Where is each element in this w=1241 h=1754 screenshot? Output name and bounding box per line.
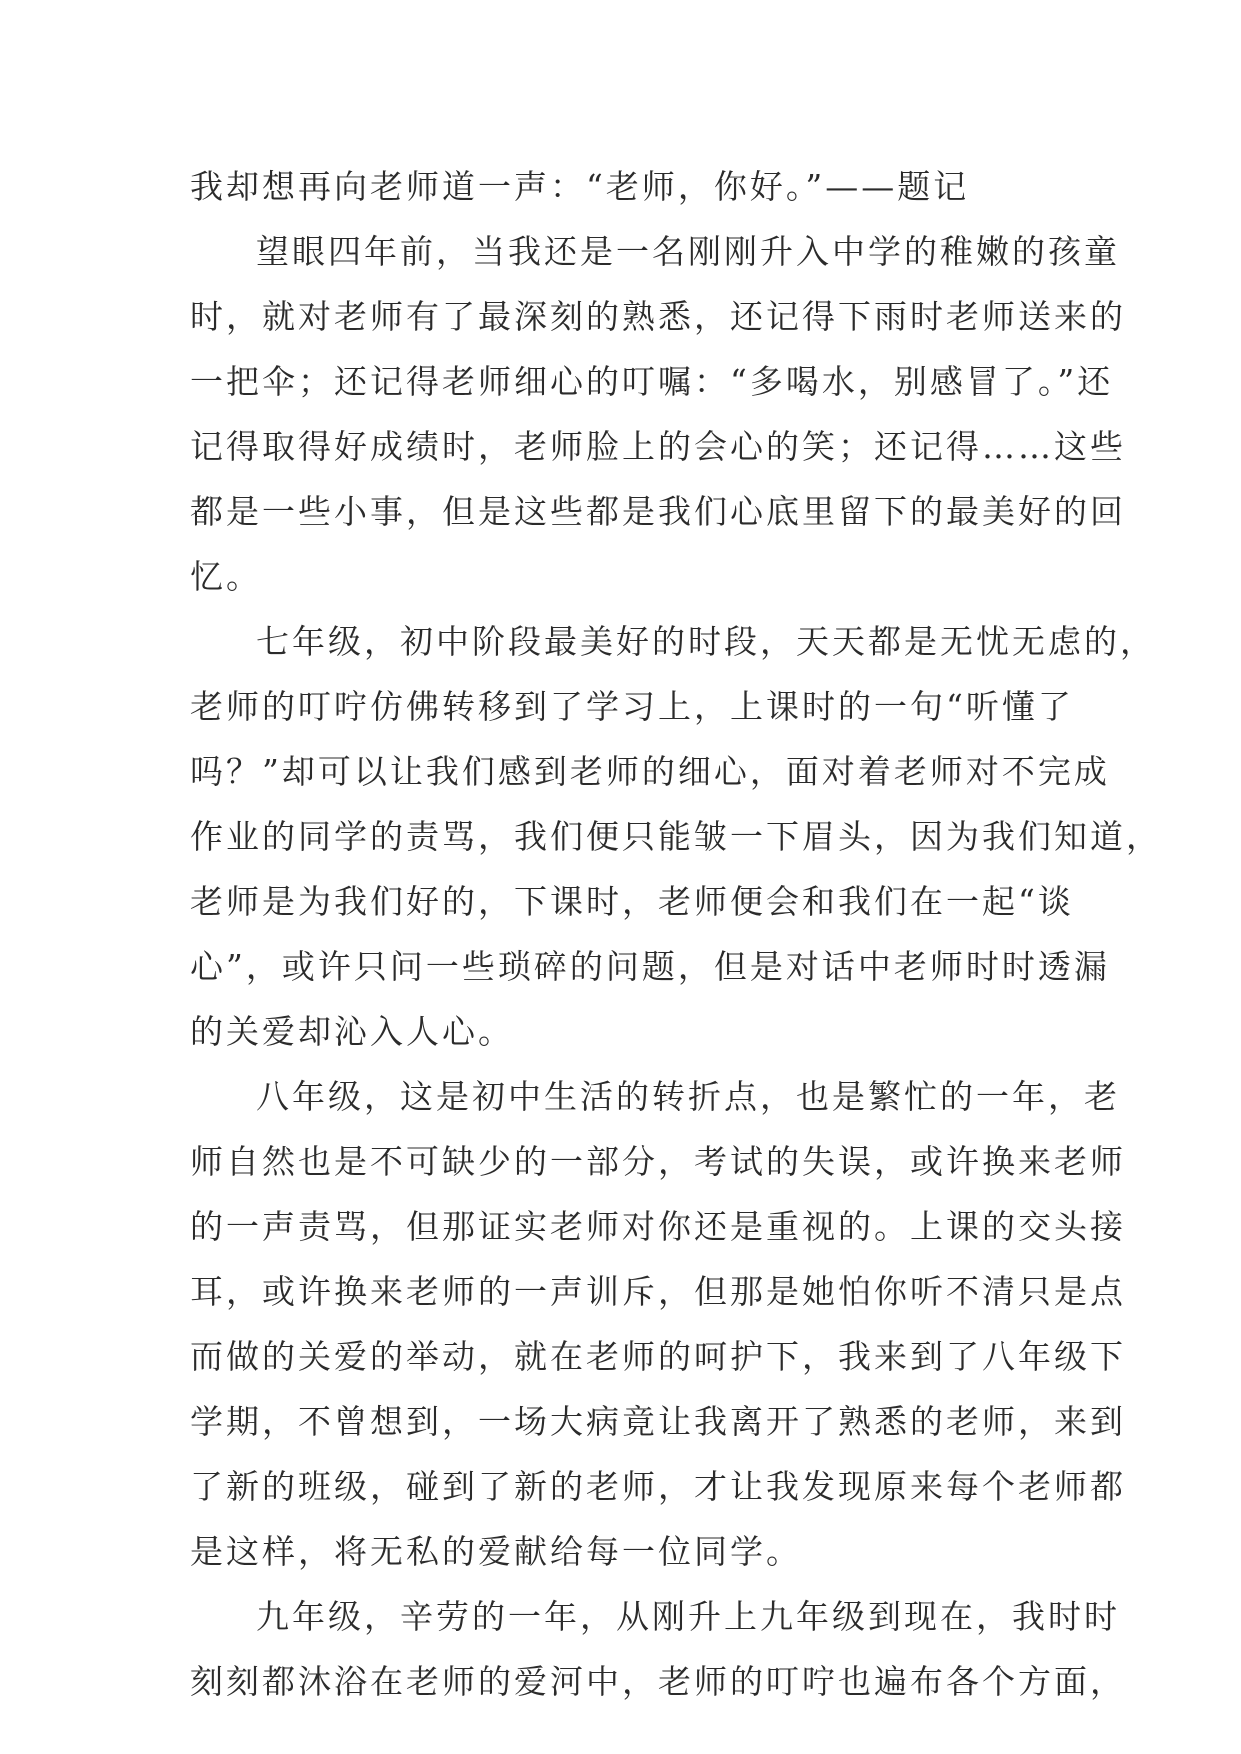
essay-line: 而做的关爱的举动，就在老师的呵护下，我来到了八年级下 xyxy=(190,1337,1126,1376)
essay-line: 的关爱却沁入人心。 xyxy=(190,1012,514,1051)
essay-line: 忆。 xyxy=(190,557,262,596)
essay-line: 记得取得好成绩时，老师脸上的会心的笑；还记得……这些 xyxy=(190,427,1126,466)
essay-line: 八年级，这是初中生活的转折点，也是繁忙的一年，老 xyxy=(256,1077,1120,1116)
essay-line: 是这样，将无私的爱献给每一位同学。 xyxy=(190,1532,802,1571)
essay-line: 学期，不曾想到，一场大病竟让我离开了熟悉的老师，来到 xyxy=(190,1402,1126,1441)
essay-line: 老师是为我们好的，下课时，老师便会和我们在一起“谈 xyxy=(190,882,1074,921)
essay-line: 作业的同学的责骂，我们便只能皱一下眉头，因为我们知道， xyxy=(190,817,1162,856)
essay-line: 望眼四年前，当我还是一名刚刚升入中学的稚嫩的孩童 xyxy=(256,232,1120,271)
essay-line: 老师的叮咛仿佛转移到了学习上，上课时的一句“听懂了 xyxy=(190,687,1074,726)
essay-line: 我却想再向老师道一声：“老师，你好。”——题记 xyxy=(190,167,970,206)
essay-line: 刻刻都沐浴在老师的爱河中，老师的叮咛也遍布各个方面， xyxy=(190,1662,1126,1701)
essay-line: 的一声责骂，但那证实老师对你还是重视的。上课的交头接 xyxy=(190,1207,1126,1246)
essay-line: 吗？”却可以让我们感到老师的细心，面对着老师对不完成 xyxy=(190,752,1110,791)
essay-line: 七年级，初中阶段最美好的时段，天天都是无忧无虑的， xyxy=(256,622,1156,661)
essay-line: 了新的班级，碰到了新的老师，才让我发现原来每个老师都 xyxy=(190,1467,1126,1506)
essay-body xyxy=(190,154,1162,1714)
essay-line: 耳，或许换来老师的一声训斥，但那是她怕你听不清只是点 xyxy=(190,1272,1126,1311)
essay-line: 九年级，辛劳的一年，从刚升上九年级到现在，我时时 xyxy=(256,1597,1120,1636)
essay-line: 时，就对老师有了最深刻的熟悉，还记得下雨时老师送来的 xyxy=(190,297,1126,336)
essay-line: 心”，或许只问一些琐碎的问题，但是对话中老师时时透漏 xyxy=(190,947,1110,986)
essay-line: 师自然也是不可缺少的一部分，考试的失误，或许换来老师 xyxy=(190,1142,1126,1181)
essay-line: 一把伞；还记得老师细心的叮嘱：“多喝水，别感冒了。”还 xyxy=(190,362,1114,401)
essay-line: 都是一些小事，但是这些都是我们心底里留下的最美好的回 xyxy=(190,492,1126,531)
